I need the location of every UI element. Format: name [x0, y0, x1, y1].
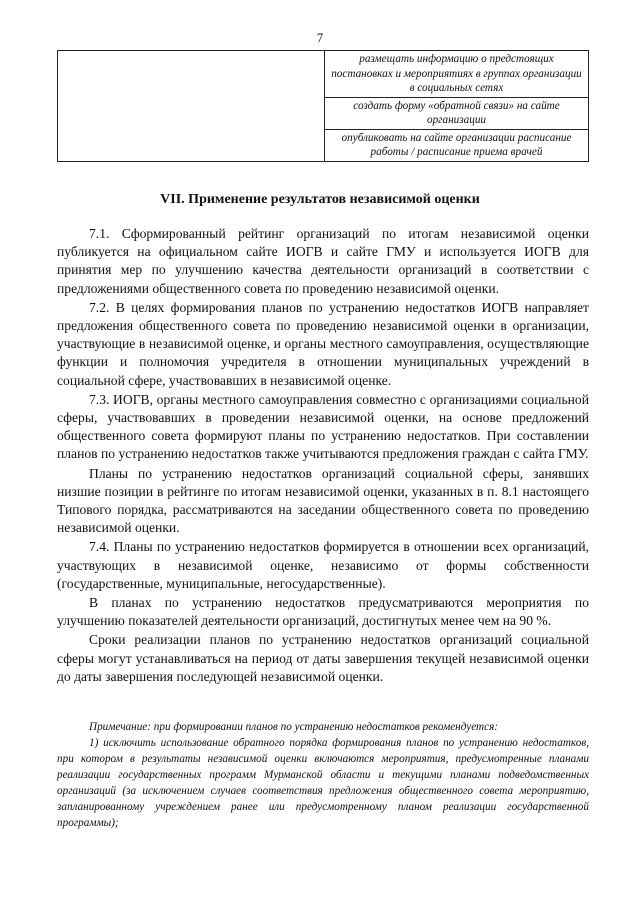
table-row — [58, 51, 589, 98]
paragraph: 7.4. Планы по устранению недостатков формируется в отношении всех организаций, участвующих в независимой оценке, независимо от формы собственности (государственные, муниципальные, негосударственные). — [57, 539, 589, 591]
note-line: Примечание: при формировании планов по устранению недостатков рекомендуется: — [89, 721, 498, 733]
table-cell-empty — [58, 51, 325, 162]
table-cell: создать форму «обратной связи» на сайте организации — [325, 97, 589, 129]
note-block — [57, 719, 589, 831]
paragraph: 7.2. В целях формирования планов по устранению недостатков ИОГВ направляет предложения общественного совета по проведению независимой оценки в организации, участвующие в независимой оценке, и органы местного самоуправления, осуществляющие функции и полномочия учредителя в отношении муниципальных учреждений в социальной сфере, участвовавших в независимой оценке. — [57, 299, 589, 388]
paragraph: 7.3. ИОГВ, органы местного самоуправления совместно с организациями социальной сферы, участвовавших в проведении независимой оценки, на основе предложений общественного совета формируют планы по устранению недостатков. При составлении планов по устранению недостатков также учитываются предложения граждан с сайта ГМУ. — [57, 391, 589, 462]
note-line: 1) исключить использование обратного порядка формирования планов по устранению недостатков, при котором в результаты независимой оценки включаются мероприятия, предусмотренные планами реализации государственных программ Мурманской области и текущими планами подведомственных организаций (за исключением случаев соответствия предложения общественного совета мероприятию, запланированному учреждением ранее или предусмотренному планом реализации государственной программы); — [57, 737, 589, 829]
paragraph: В планах по устранению недостатков предусматриваются мероприятия по улучшению показателей деятельности организаций, достигнутых менее чем на 90 %. — [57, 595, 589, 629]
paragraph: 7.1. Сформированный рейтинг организаций по итогам независимой оценки публикуется на официальном сайте ИОГВ и сайте ГМУ и используется ИОГВ для принятия мер по улучшению качества деятельности организаций в соответствии с предложениями общественного совета по проведению независимой оценки. — [57, 226, 589, 296]
measures-table — [57, 50, 589, 162]
body-text — [57, 225, 589, 687]
table-cell: опубликовать на сайте организации расписание работы / расписание приема врачей — [325, 129, 589, 161]
page-number: 7 — [316, 30, 324, 45]
paragraph: Сроки реализации планов по устранению недостатков организаций социальной сферы могут устанавливаться на период от даты завершения текущей независимой оценки до даты завершения последующей независимой оценки. — [57, 632, 589, 684]
paragraph: Планы по устранению недостатков организаций социальной сферы, занявших низшие позиции в рейтинге по итогам независимой оценки, указанных в п. 8.1 настоящего Типового порядка, рассматриваются на заседании общественного совета по проведению независимой оценки. — [57, 465, 589, 536]
table-cell: размещать информацию о предстоящих постановках и мероприятиях в группах организации в социальных сетях — [325, 51, 589, 98]
section-title: VII. Применение результатов независимой оценки — [160, 192, 480, 207]
